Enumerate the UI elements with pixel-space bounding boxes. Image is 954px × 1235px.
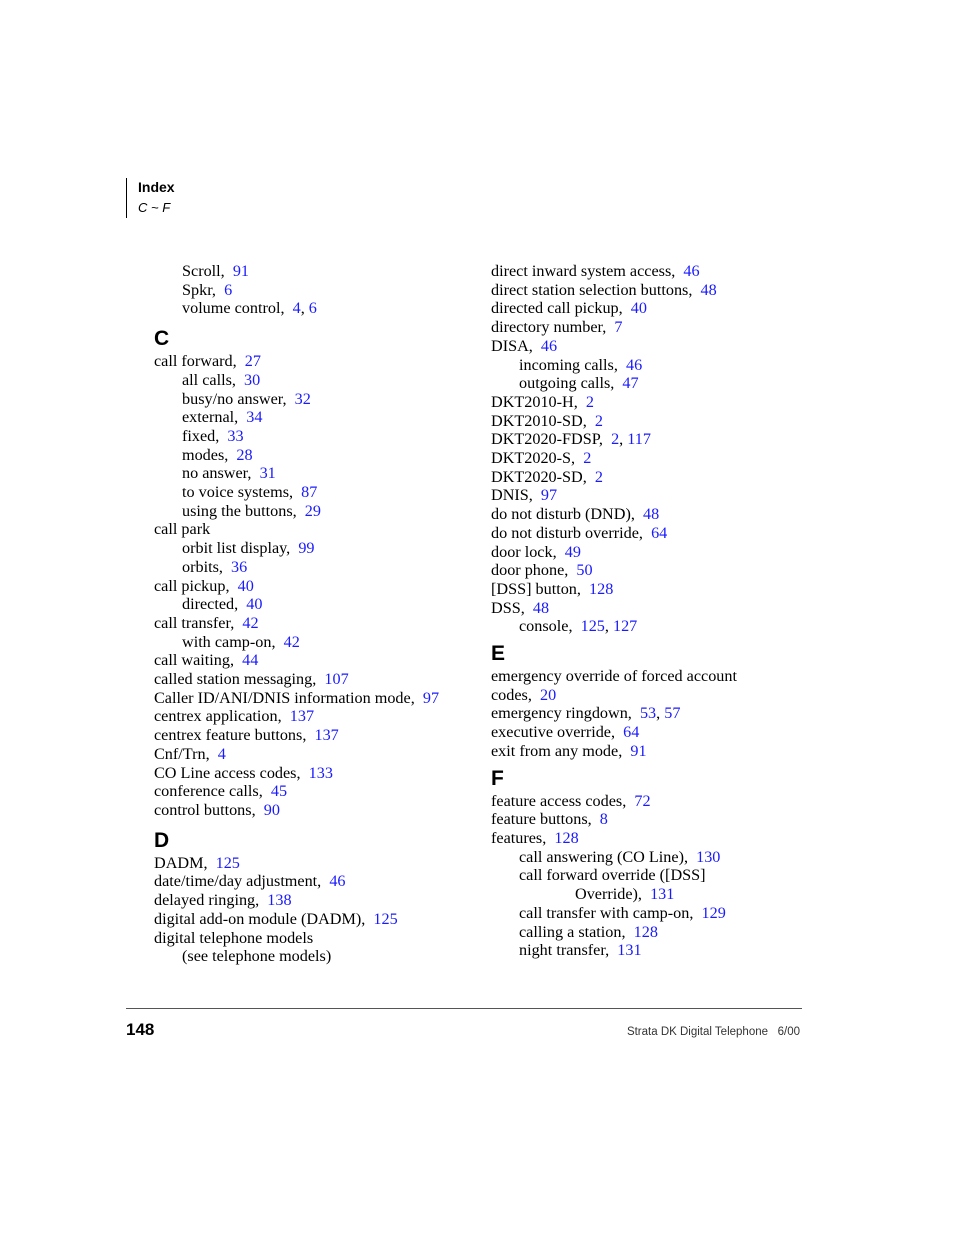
page-link[interactable]: 129 <box>701 903 726 922</box>
running-header <box>126 178 175 218</box>
footer-publication <box>627 1026 800 1038</box>
index-entry: volume control, 4, 6 <box>182 299 317 318</box>
page-link[interactable]: 125 <box>580 617 605 636</box>
page-link[interactable]: 72 <box>634 791 651 810</box>
index-entry <box>154 427 484 446</box>
index-entry <box>491 829 781 848</box>
index-entry: emergency ringdown, 53, 57 <box>491 704 681 723</box>
index-section-heading: E <box>491 642 506 666</box>
index-entry <box>491 543 781 562</box>
page-link[interactable]: 48 <box>700 280 717 299</box>
index-term: using the buttons, <box>182 501 297 520</box>
index-entry <box>154 520 484 539</box>
index-entry <box>154 595 484 614</box>
index-entry <box>154 891 484 910</box>
page-link[interactable]: 40 <box>630 299 647 318</box>
index-entry <box>491 449 781 468</box>
index-entry <box>491 561 781 580</box>
index-term: direct inward system access, <box>491 262 676 280</box>
index-entry <box>491 524 781 543</box>
index-term: directed call pickup, <box>491 299 623 318</box>
index-term: directory number, <box>491 318 607 337</box>
index-term: call transfer, <box>154 613 235 632</box>
page-link[interactable]: 28 <box>236 445 253 464</box>
index-term: no answer, <box>182 464 252 483</box>
index-entry <box>154 633 484 652</box>
index-term: executive override, <box>491 723 616 742</box>
index-entry <box>491 904 781 923</box>
index-entry <box>154 262 484 281</box>
index-entry <box>154 854 484 873</box>
index-term: busy/no answer, <box>182 389 287 408</box>
page-link[interactable]: 46 <box>683 262 700 280</box>
page-link[interactable]: 48 <box>642 505 660 524</box>
index-entry <box>154 726 484 745</box>
page-link[interactable]: 90 <box>263 800 280 819</box>
page-link[interactable]: 128 <box>554 828 579 847</box>
index-term: do not disturb override, <box>491 523 643 542</box>
index-entry <box>154 446 484 465</box>
page-link[interactable]: 87 <box>301 483 318 502</box>
index-term: Caller ID/ANI/DNIS information mode, <box>154 688 415 707</box>
page-link[interactable]: 107 <box>324 670 349 689</box>
index-term: all calls, <box>182 370 236 389</box>
index-entry <box>491 941 781 960</box>
index-term: orbits, <box>182 557 223 576</box>
index-entry <box>491 923 781 942</box>
index-term: DSS, <box>491 598 525 617</box>
index-term: DKT2020-SD, <box>491 467 587 486</box>
page-link[interactable]: 91 <box>630 741 647 760</box>
publication-title: Strata DK Digital Telephone <box>626 1026 769 1038</box>
index-entry <box>154 651 484 670</box>
index-entry <box>154 745 484 764</box>
page-link[interactable]: 125 <box>215 853 240 872</box>
page-link[interactable]: 2 <box>585 392 594 411</box>
index-entry <box>154 464 484 483</box>
index-term: emergency ringdown, <box>491 704 632 723</box>
page-link[interactable]: 49 <box>564 542 581 561</box>
index-term: emergency override of forced account <box>491 667 737 686</box>
header-title: Index <box>138 179 175 195</box>
index-entry <box>154 910 484 929</box>
index-term: call forward override ([DSS] <box>519 866 706 885</box>
page-link[interactable]: 47 <box>622 374 639 393</box>
index-term: control buttons, <box>154 800 256 819</box>
index-entry <box>154 947 484 966</box>
index-term: direct station selection buttons, <box>491 280 693 299</box>
page-link[interactable]: 127 <box>612 617 638 636</box>
index-entry <box>154 614 484 633</box>
page-link[interactable]: 137 <box>289 707 315 726</box>
index-entry <box>154 352 484 371</box>
index-entry <box>491 742 781 761</box>
index-term: modes, <box>182 445 229 464</box>
index-entry <box>154 764 484 783</box>
page-link[interactable]: 131 <box>650 885 675 904</box>
index-term: console, <box>519 617 573 636</box>
page-link[interactable]: 137 <box>314 726 339 745</box>
index-entry <box>491 686 781 705</box>
index-term: with camp-on, <box>182 632 276 651</box>
page-link[interactable]: 46 <box>540 336 558 355</box>
index-entry <box>154 408 484 427</box>
index-term: features, <box>491 828 547 847</box>
page-link[interactable]: 131 <box>617 941 642 960</box>
page-link[interactable]: 125 <box>373 909 398 928</box>
page-link[interactable]: 138 <box>267 891 292 910</box>
index-term: (see telephone models) <box>182 947 332 966</box>
index-term: door lock, <box>491 542 557 561</box>
index-entry <box>154 577 484 596</box>
index-term: Scroll, <box>182 262 225 280</box>
page-link[interactable]: 64 <box>651 523 668 542</box>
index-term: call answering (CO Line), <box>519 847 689 866</box>
page-link[interactable]: 20 <box>540 685 557 704</box>
footer-rule <box>126 1008 802 1009</box>
index-term: outgoing calls, <box>519 374 615 393</box>
page-link[interactable]: 46 <box>626 355 643 374</box>
index-term: do not disturb (DND), <box>491 505 635 524</box>
index-term: date/time/day adjustment, <box>154 872 322 891</box>
page-link[interactable]: 36 <box>231 557 248 576</box>
index-term: DKT2020-FDSP, <box>491 430 603 449</box>
page-link[interactable]: 128 <box>633 922 658 941</box>
page-link[interactable]: 29 <box>304 501 321 520</box>
index-term: DADM, <box>154 853 208 872</box>
index-term: called station messaging, <box>154 670 317 689</box>
index-entry <box>491 723 781 742</box>
index-entry <box>491 468 781 487</box>
index-entry <box>491 866 781 885</box>
page-link[interactable]: 91 <box>232 262 249 280</box>
index-term: Spkr, <box>182 280 216 299</box>
page-link[interactable]: 34 <box>246 408 263 427</box>
index-term: call pickup, <box>154 576 230 595</box>
index-term: volume control, <box>182 299 285 318</box>
page-link[interactable]: 48 <box>532 598 550 617</box>
index-term: call waiting, <box>154 651 235 670</box>
index-term: night transfer, <box>519 941 610 960</box>
index-term: directed, <box>182 595 239 614</box>
page-number: 148 <box>126 1020 155 1039</box>
index-entry <box>491 885 781 904</box>
index-term: [DSS] button, <box>491 579 581 598</box>
page-link[interactable]: 31 <box>259 464 276 483</box>
page-link[interactable]: 50 <box>576 561 593 580</box>
page-link[interactable]: 6 <box>224 280 233 299</box>
index-entry <box>154 689 484 708</box>
index-term: feature buttons, <box>491 810 592 829</box>
index-term: centrex application, <box>154 707 282 726</box>
index-section-heading: C <box>154 327 170 351</box>
page-link[interactable]: 2 <box>583 449 592 468</box>
index-term: external, <box>182 408 239 427</box>
page-link[interactable]: 64 <box>623 723 640 742</box>
page-link[interactable]: 42 <box>242 613 259 632</box>
index-section-heading: D <box>154 828 170 852</box>
index-column-left <box>154 262 484 966</box>
index-entry <box>491 281 781 300</box>
page-link[interactable]: 6 <box>308 299 317 318</box>
page-link[interactable]: 128 <box>589 579 614 598</box>
index-entry <box>154 539 484 558</box>
index-term: conference calls, <box>154 782 263 801</box>
index-entry <box>154 670 484 689</box>
page-link[interactable]: 99 <box>298 539 315 558</box>
header-subtitle: C ~ F <box>138 200 171 215</box>
index-term: call forward, <box>154 352 237 371</box>
page-link[interactable]: 2 <box>611 430 620 449</box>
index-term: DKT2010-H, <box>491 392 578 411</box>
index-section-heading: F <box>491 766 504 790</box>
page-link[interactable]: 57 <box>664 704 681 723</box>
index-entry <box>491 393 781 412</box>
index-entry <box>491 412 781 431</box>
index-entry <box>154 390 484 409</box>
index-entry <box>491 318 781 337</box>
index-entry <box>154 872 484 891</box>
index-term: DNIS, <box>491 486 533 505</box>
page-link[interactable]: 7 <box>614 318 623 337</box>
index-entry <box>491 262 781 281</box>
index-entry <box>491 486 781 505</box>
index-term: fixed, <box>182 426 220 445</box>
page-link[interactable]: 8 <box>599 810 608 829</box>
index-term: feature access codes, <box>491 791 627 810</box>
index-entry <box>491 810 781 829</box>
page-link[interactable]: 40 <box>237 576 254 595</box>
index-term: Cnf/Trn, <box>154 744 210 763</box>
page-link[interactable]: 97 <box>540 486 558 505</box>
index-entry <box>491 356 781 375</box>
index-entry <box>491 299 781 318</box>
index-term: DKT2010-SD, <box>491 411 587 430</box>
index-term: to voice systems, <box>182 483 294 502</box>
index-entry <box>154 558 484 577</box>
index-term: call park <box>154 520 211 539</box>
index-entry <box>154 801 484 820</box>
index-entry <box>491 580 781 599</box>
page-link[interactable]: 30 <box>244 370 261 389</box>
index-term: digital telephone models <box>154 928 314 947</box>
index-entry <box>154 929 484 948</box>
page-link[interactable]: 27 <box>244 352 261 371</box>
page-link[interactable]: 46 <box>329 872 346 891</box>
page-link[interactable]: 42 <box>283 632 300 651</box>
index-term: orbit list display, <box>182 539 291 558</box>
index-entry <box>154 371 484 390</box>
index-term: incoming calls, <box>519 355 618 374</box>
page-link[interactable]: 2 <box>594 411 603 430</box>
index-entry: DKT2020-FDSP, 2, 117 <box>491 430 651 449</box>
index-term: calling a station, <box>519 922 626 941</box>
page-link[interactable]: 40 <box>246 595 263 614</box>
index-term: DISA, <box>491 336 533 355</box>
index-column-right <box>491 262 781 960</box>
index-term: delayed ringing, <box>154 891 260 910</box>
index-term: Override), <box>575 885 642 904</box>
index-term: digital add-on module (DADM), <box>154 909 366 928</box>
page-link[interactable]: 44 <box>242 651 259 670</box>
index-entry <box>154 281 484 300</box>
page-link[interactable]: 32 <box>294 389 311 408</box>
index-term: call transfer with camp-on, <box>519 903 694 922</box>
index-term: codes, <box>491 685 532 704</box>
index-entry <box>491 848 781 867</box>
publication-date: 6/00 <box>777 1026 800 1038</box>
index-term: door phone, <box>491 561 569 580</box>
index-term: centrex feature buttons, <box>154 726 307 745</box>
index-entry <box>154 502 484 521</box>
page-link[interactable]: 53 <box>639 704 657 723</box>
index-entry <box>491 599 781 618</box>
page-link[interactable]: 2 <box>594 467 603 486</box>
index-entry <box>491 667 781 686</box>
index-term: CO Line access codes, <box>154 763 301 782</box>
index-entry <box>491 337 781 356</box>
page-link[interactable]: 117 <box>627 430 651 449</box>
page-link[interactable]: 4 <box>217 744 226 763</box>
index-term: exit from any mode, <box>491 741 623 760</box>
index-entry <box>154 782 484 801</box>
index-entry <box>491 374 781 393</box>
page-link[interactable]: 97 <box>422 688 440 707</box>
page-link[interactable]: 33 <box>227 426 244 445</box>
index-entry <box>154 707 484 726</box>
index-entry: console, 125, 127 <box>519 617 638 636</box>
page-link[interactable]: 45 <box>270 782 288 801</box>
index-entry <box>491 792 781 811</box>
page-link[interactable]: 130 <box>696 847 721 866</box>
index-entry <box>154 483 484 502</box>
index-entry <box>491 505 781 524</box>
index-term: DKT2020-S, <box>491 449 576 468</box>
page-link[interactable]: 133 <box>308 763 333 782</box>
page-link[interactable]: 4 <box>292 299 301 318</box>
